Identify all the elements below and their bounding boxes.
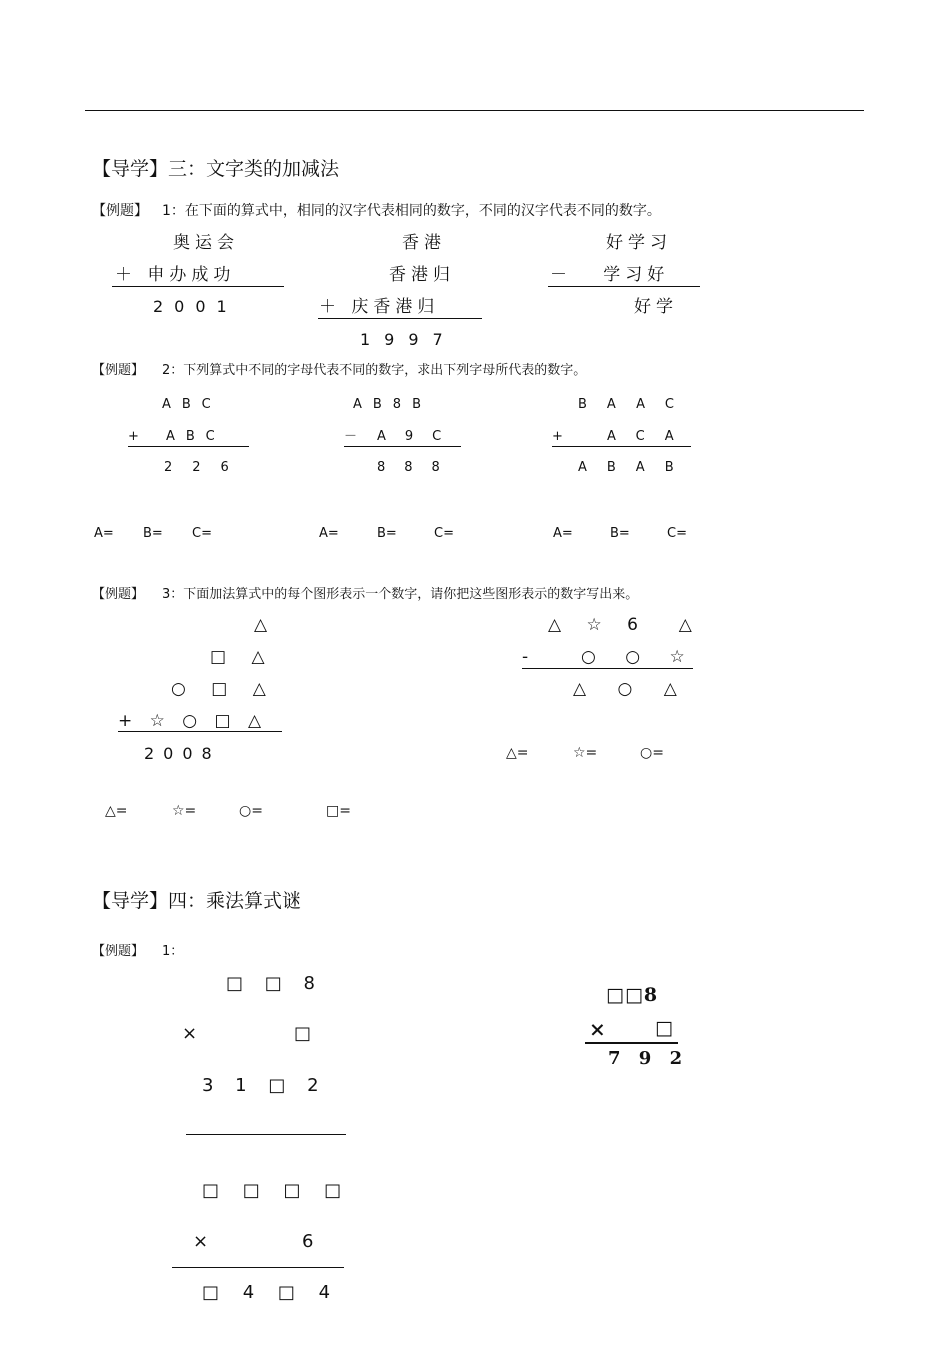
example-3-label: 【例题】: [92, 587, 145, 602]
mult-b-line: [172, 1267, 344, 1268]
puzzle-2-result: 1997: [360, 330, 457, 349]
mult-a-row-2: □: [294, 1023, 318, 1044]
puzzle-1-line: [112, 286, 284, 287]
letters-3-result: ABAB: [578, 460, 694, 475]
letters-2-line: [344, 446, 461, 447]
puzzle-2-row-2: 香港归: [389, 265, 455, 285]
answer-b-3: B=: [610, 526, 630, 541]
puzzle-3-row-2: － 学习好: [550, 265, 670, 285]
mult-b-row-1: □ □ □ □: [202, 1180, 351, 1201]
shapes-left-row-3: ○ □ △: [171, 679, 276, 699]
section-4-title: 【导学】四：乘法算式谜: [92, 890, 302, 912]
mult-example-1-text: 1：: [162, 944, 184, 959]
shape-answer-square: □=: [326, 803, 351, 819]
shapes-left-row-4: + ☆ ○ □ △: [118, 711, 268, 731]
answer-a-3: A=: [553, 526, 573, 541]
puzzle-3-row-1: 好学习: [606, 233, 672, 253]
letters-3-row-2: ACA: [607, 429, 694, 444]
answer-a-2: A=: [319, 526, 339, 541]
puzzle-1-row-2: ＋ 申办成功: [115, 265, 236, 285]
shapes-right-op: -: [522, 647, 535, 667]
puzzle-2-line: [318, 318, 482, 319]
letters-1-line: [128, 446, 249, 447]
example-2-text: 2：下列算式中不同的字母代表不同的数字，求出下列字母所代表的数字。: [162, 363, 587, 378]
shapes-right-line: [522, 668, 693, 669]
shape-answer-circle: ○=: [239, 803, 263, 819]
shape-answer-right-star: ☆=: [573, 745, 598, 761]
puzzle-3-line: [548, 286, 700, 287]
letters-3-line: [552, 446, 691, 447]
mult-example-1-label: 【例题】: [92, 944, 145, 959]
shapes-left-line: [118, 731, 282, 732]
mult-b-row-3: □ 4 □ 4: [202, 1282, 340, 1303]
mult-c-result: 7 9 2: [608, 1048, 689, 1069]
letters-2-row-1: AB8B: [353, 397, 433, 412]
shapes-left-result: 2008: [144, 744, 221, 763]
example-2-label: 【例题】: [92, 363, 145, 378]
puzzle-2-row-3: ＋ 庆香港归: [319, 297, 440, 317]
mult-b-row-2: 6: [302, 1231, 320, 1252]
mult-c-op: ×: [589, 1017, 606, 1041]
puzzle-1-row-1: 奥运会: [173, 233, 239, 253]
letters-1-result: 226: [164, 460, 249, 475]
answer-b-1: B=: [143, 526, 163, 541]
mult-a-row-3: 3 1 □ 2: [202, 1075, 327, 1096]
shapes-left-row-2: □ △: [210, 647, 275, 667]
mult-a-row-1: □ □ 8: [226, 973, 323, 994]
answer-c-3: C=: [667, 526, 687, 541]
mult-b-op: ×: [193, 1231, 215, 1252]
letters-2-op: －: [344, 429, 369, 444]
shapes-right-row-3: △ ○ △: [573, 679, 690, 699]
shapes-left-row-1: △: [254, 615, 274, 635]
mult-a-op: ×: [182, 1023, 204, 1044]
answer-c-2: C=: [434, 526, 454, 541]
puzzle-3-result: 好学: [634, 297, 678, 317]
shapes-right-row-1: △ ☆ 6 △: [548, 615, 702, 635]
mult-a-line: [186, 1134, 346, 1135]
header-rule: [85, 110, 864, 111]
mult-c-row-1: □□8: [606, 984, 659, 1006]
letters-3-row-1: BAAC: [578, 397, 694, 412]
letters-1-row-1: ABC: [162, 397, 222, 412]
answer-b-2: B=: [377, 526, 397, 541]
shape-answer-star: ☆=: [172, 803, 197, 819]
letters-2-result: 888: [377, 460, 459, 475]
letters-1-row-2: ABC: [166, 429, 226, 444]
mult-c-line: [585, 1042, 678, 1044]
letters-1-op: +: [128, 429, 150, 444]
shape-answer-right-circle: ○=: [640, 745, 664, 761]
answer-a-1: A=: [94, 526, 114, 541]
answer-c-1: C=: [192, 526, 212, 541]
letters-3-op: +: [552, 429, 574, 444]
shapes-right-row-2: ○ ○ ☆: [581, 647, 697, 667]
letters-2-row-2: A9C: [377, 429, 461, 444]
section-3-title: 【导学】三：文字类的加减法: [92, 158, 340, 180]
shape-answer-right-triangle: △=: [506, 745, 529, 761]
puzzle-2-row-1: 香港: [402, 233, 446, 253]
puzzle-1-result: 2001: [153, 297, 238, 316]
example-3-text: 3：下面加法算式中的每个图形表示一个数字，请你把这些图形表示的数字写出来。: [162, 587, 639, 602]
example-1-label: 【例题】: [92, 203, 148, 219]
mult-c-row-2: □: [655, 1017, 673, 1039]
example-1-text: 1：在下面的算式中，相同的汉字代表相同的数字，不同的汉字代表不同的数字。: [162, 203, 661, 219]
shape-answer-triangle: △=: [105, 803, 128, 819]
